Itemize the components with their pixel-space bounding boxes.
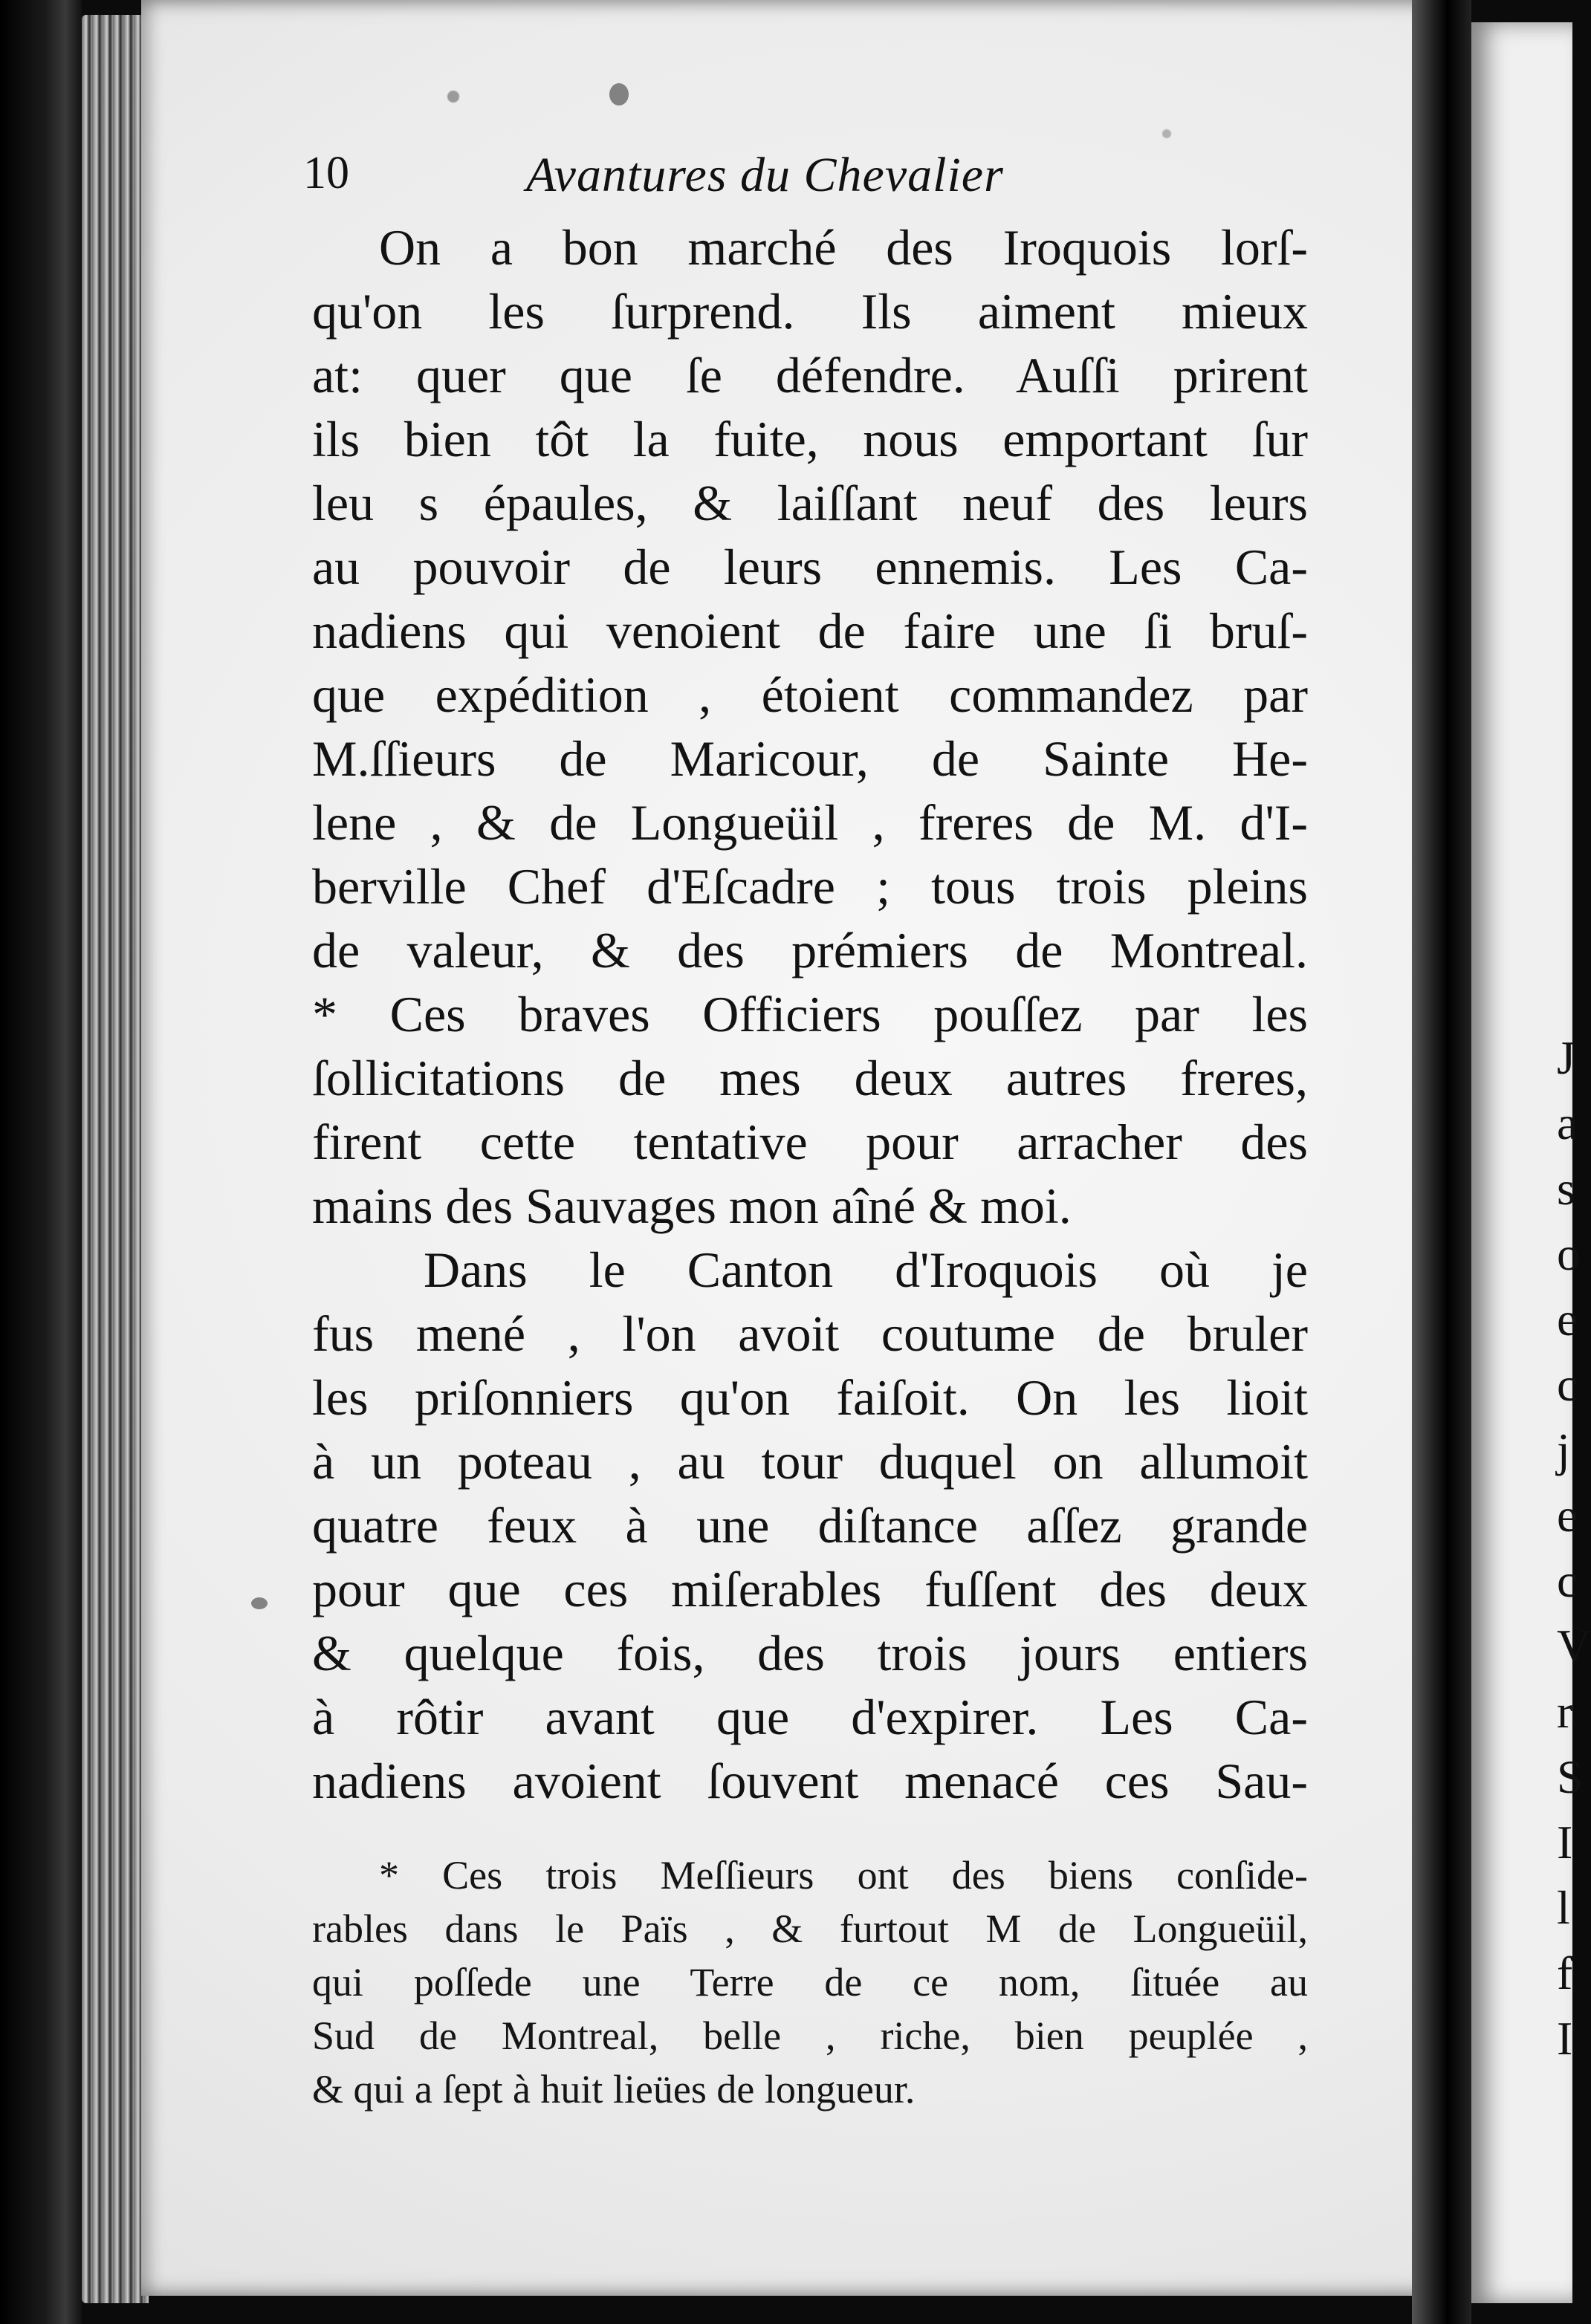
text-line: à un poteau , au tour duquel on allumoit: [312, 1433, 1308, 1490]
facing-page-letter: V: [1557, 1620, 1591, 1672]
text-line: que expédition , étoient commandez par: [312, 666, 1308, 723]
footnote-line: qui poſſede une Terre de ce nom, ſituée au: [312, 1960, 1308, 2005]
text-line: lene , & de Longueüil , freres de M. d'I-: [312, 794, 1308, 851]
text-line: qu'on les ſurprend. Ils aiment mieux: [312, 283, 1308, 340]
text-line: à rôtir avant que d'expirer. Les Ca-: [312, 1689, 1308, 1745]
text-line: nadiens avoient ſouvent menacé ces Sau-: [312, 1753, 1308, 1809]
book-gutter: [1412, 0, 1471, 2324]
ink-speck: [251, 1597, 268, 1609]
text-line: ſollicitations de mes deux autres freres,: [312, 1050, 1308, 1106]
page-edges: [82, 15, 149, 2303]
text-line: pour que ces miſerables fuſſent des deux: [312, 1561, 1308, 1617]
facing-page-letter: e: [1557, 1489, 1578, 1542]
running-title: Avantures du Chevalier: [526, 148, 1004, 202]
facing-page-letter: c: [1557, 1554, 1578, 1607]
footnote-line: Sud de Montreal, belle , riche, bien peuplée ,: [312, 2013, 1308, 2058]
ink-speck: [609, 83, 629, 106]
page-header: [303, 147, 1321, 215]
body-text: [312, 215, 1308, 1813]
footnote-line: rables dans le Païs , & furtout M de Longueüil,: [312, 1906, 1308, 1951]
facing-page-letters: [1557, 1025, 1591, 2071]
text-line: & quelque fois, des trois jours entiers: [312, 1625, 1308, 1681]
text-line: nadiens qui venoient de faire une ſi bruſ-: [312, 603, 1308, 659]
text-line: firent cette tentative pour arracher des: [312, 1114, 1308, 1170]
text-line: leu s épaules, & laiſſant neuf des leurs: [312, 475, 1308, 531]
page-number: 10: [303, 148, 349, 198]
text-line: at: quer que ſe défendre. Auſſi prirent: [312, 347, 1308, 403]
facing-page-letter: f: [1557, 1947, 1573, 1999]
text-line: les priſonniers qu'on faiſoit. On les lioit: [312, 1369, 1308, 1426]
facing-page-letter: I: [1557, 1816, 1573, 1869]
facing-page-letter: S: [1557, 1750, 1584, 1803]
facing-page-letter: r: [1557, 1685, 1573, 1738]
facing-page-letter: j: [1557, 1424, 1570, 1476]
text-line: Dans le Canton d'Iroquois où je: [424, 1241, 1308, 1298]
text-line: berville Chef d'Eſcadre ; tous trois pleins: [312, 858, 1308, 915]
text-line: quatre feux à une diſtance aſſez grande: [312, 1497, 1308, 1554]
text-line: au pouvoir de leurs ennemis. Les Ca-: [312, 539, 1308, 595]
facing-page-letter: e: [1557, 1293, 1578, 1346]
text-line: M.ſſieurs de Maricour, de Sainte He-: [312, 730, 1308, 787]
text-line: ils bien tôt la fuite, nous emportant ſur: [312, 411, 1308, 467]
text-line: * Ces braves Officiers pouſſez par les: [312, 986, 1308, 1042]
text-line: mains des Sauvages mon aîné & moi.: [312, 1178, 1072, 1234]
footnote-line: & qui a ſept à huit lieües de longueur.: [312, 2067, 916, 2112]
facing-page-letter: o: [1557, 1227, 1581, 1280]
facing-page-letter: s: [1557, 1162, 1575, 1215]
facing-page-letter: I: [1557, 2012, 1573, 2065]
facing-page-letter: a: [1557, 1097, 1578, 1149]
facing-page-letter: c: [1557, 1358, 1578, 1411]
text-line: On a bon marché des Iroquois lorſ-: [379, 219, 1308, 276]
footnote-line: * Ces trois Meſſieurs ont des biens conſide-: [379, 1853, 1308, 1898]
footnote: [312, 1849, 1308, 2116]
text-line: fus mené , l'on avoit coutume de bruler: [312, 1305, 1308, 1362]
facing-page-letter: J: [1557, 1031, 1575, 1084]
text-line: de valeur, & des prémiers de Montreal.: [312, 922, 1308, 978]
book-spine-shadow: [0, 0, 82, 2324]
facing-page-letter: l: [1557, 1881, 1570, 1934]
